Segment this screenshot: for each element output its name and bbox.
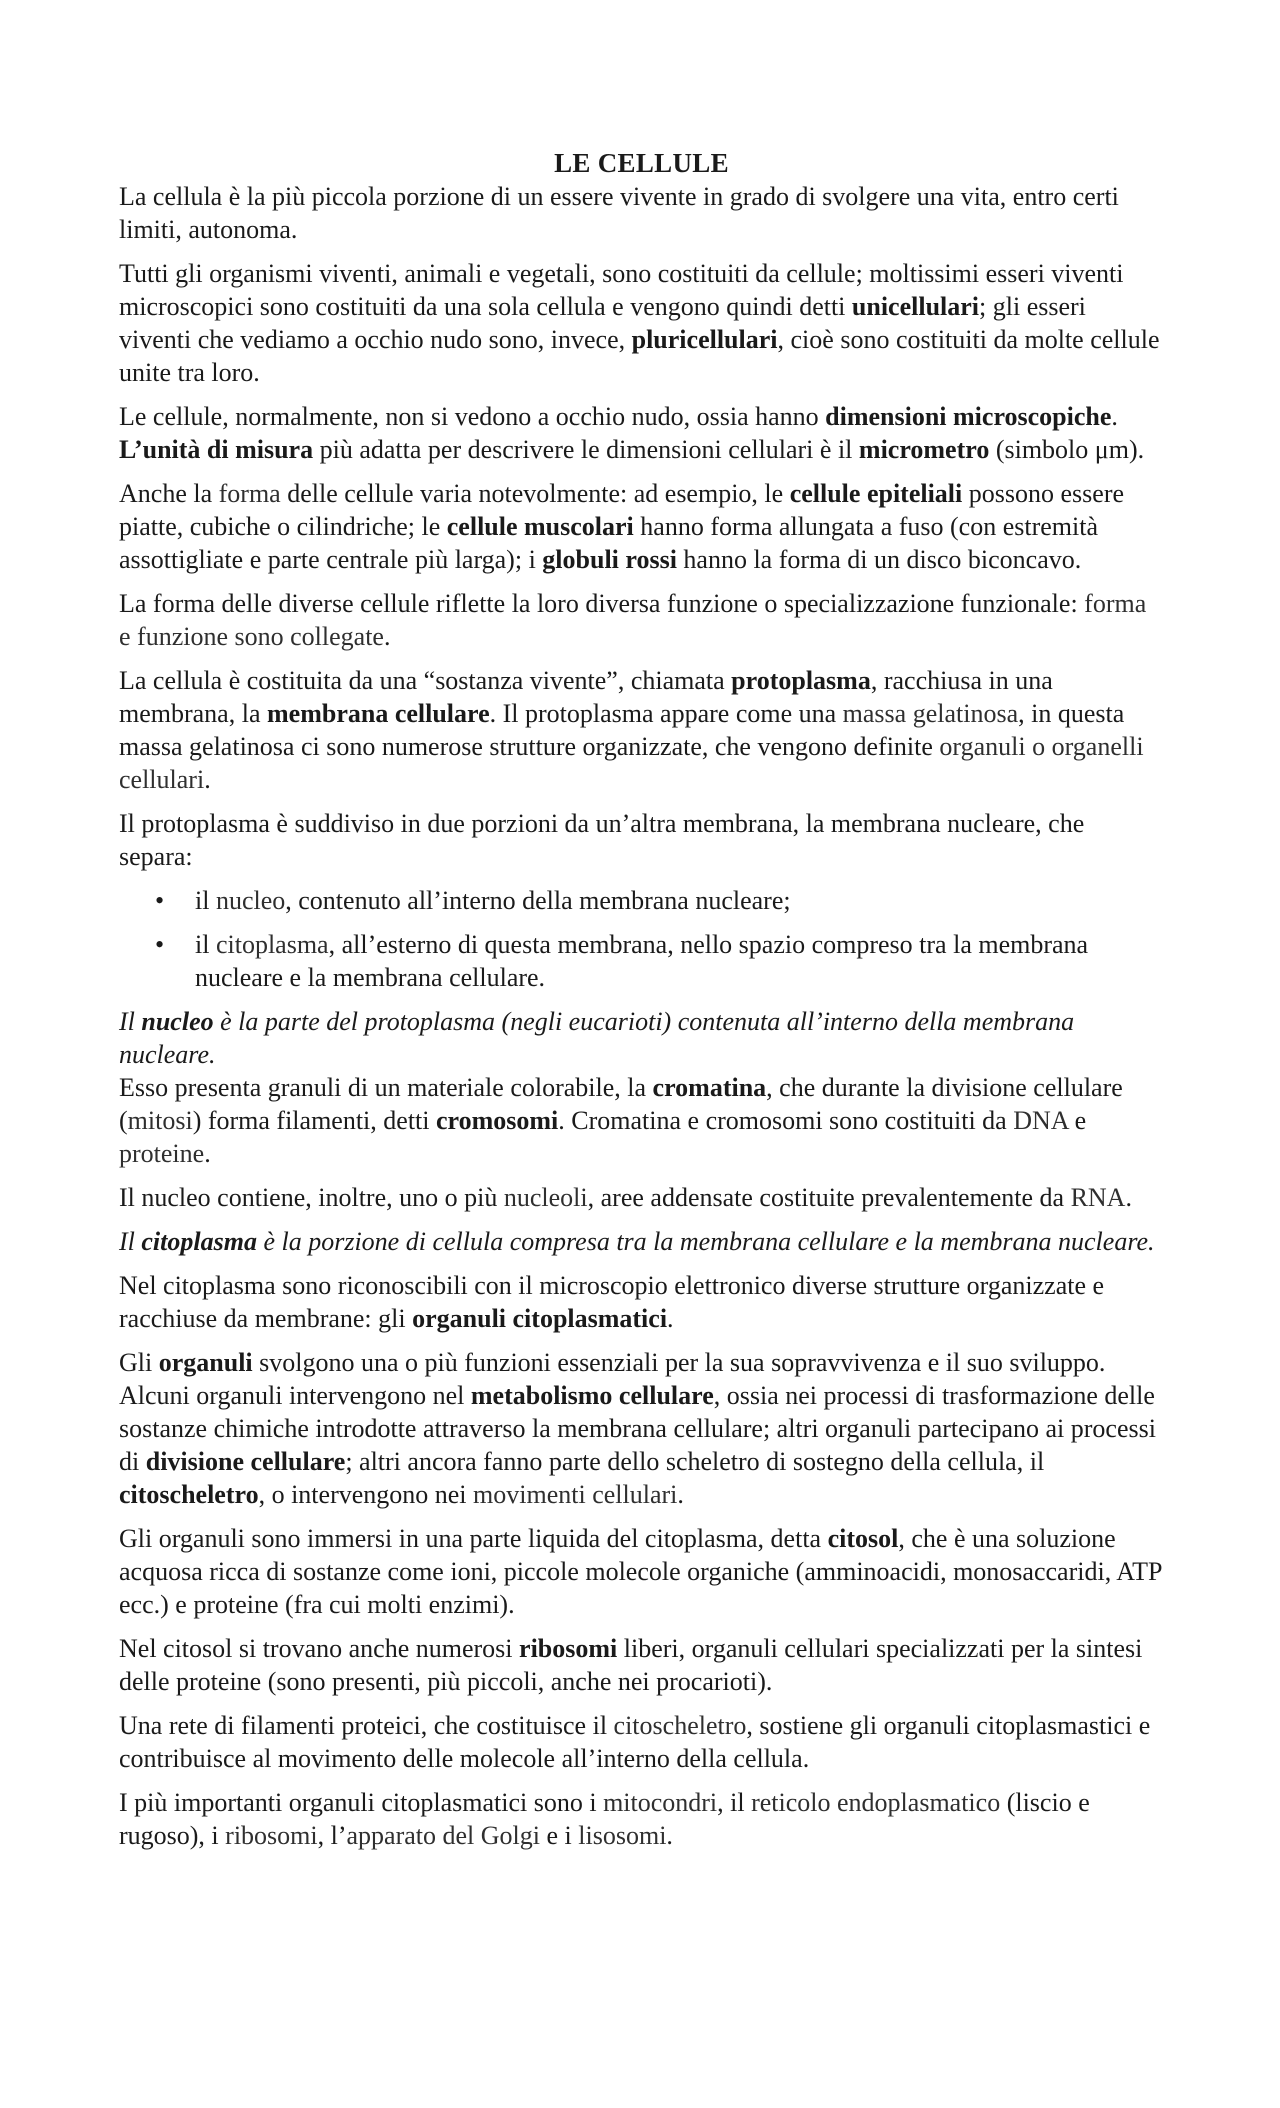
term-organuli-citoplasmatici: organuli citoplasmatici [412,1304,668,1333]
term-ribosomi: ribosomi [519,1634,618,1663]
term-massa-gelatinosa: massa gelatinosa [842,699,1019,728]
term-pluricellulari: pluricellulari [631,325,778,354]
term-cromatina: cromatina [652,1073,767,1102]
paragraph-definition: La cellula è la più piccola porzione di un essere vivente in grado di svolgere una vita, entro certi limiti, autonoma. [119,182,1119,244]
term-nucleo: nucleo [215,886,286,915]
term-mitosi: mitosi [127,1106,193,1135]
term-unicellulari: unicellulari [851,292,980,321]
paragraph-cytoskeleton: Una rete di filamenti proteici, che costituisce il citoscheletro, sostiene gli organuli citoplasmastici e contribuisce al movimento delle molecole all’interno della cellula. [119,1711,1151,1773]
term-protoplasma: protoplasma [731,666,871,695]
term-dna: DNA [1013,1106,1069,1135]
bullet-marker: • [155,886,165,915]
paragraph-organelles-functions: Gli organuli svolgono una o più funzioni essenziali per la sua sopravvivenza e il suo sviluppo. Alcuni organuli intervengono nel metabolismo cellulare, ossia nei processi di trasformazione delle sostanze chimiche introdotte attraverso la membrana cellulare; altri organuli partecipano ai processi di divisione cellulare; altri ancora fanno parte dello scheletro di sostegno della cellula, il citoscheletro, o intervengono nei movimenti cellulari. [119,1348,1156,1509]
term-rna: RNA [1070,1183,1126,1212]
paragraph-division: Il protoplasma è suddiviso in due porzioni da un’altra membrana, la membrana nucleare, che separa: [119,809,1085,871]
term-unita-di-misura: L’unità di misura [119,435,314,464]
term-organuli-bold: organuli [158,1348,253,1377]
term-movimenti-cellulari: movimenti cellulari [473,1480,678,1509]
term-proteine: proteine [119,1139,205,1168]
term-nucleoli: nucleoli [503,1183,588,1212]
term-citosol: citosol [827,1524,899,1553]
paragraph-organisms: Tutti gli organismi viventi, animali e vegetali, sono costituiti da cellule; moltissimi esseri viventi microscopici sono costituiti da una sola cellula e vengono quindi detti unicellulari; gli esseri viventi che vediamo a occhio nudo sono, invece, pluricellulari, cioè sono costituiti da molte cellule unite tra loro. [119,259,1160,387]
term-mitocondri: mitocondri [603,1788,718,1817]
paragraph-ribosomes: Nel citosol si trovano anche numerosi ribosomi liberi, organuli cellulari specializzati per la sintesi delle proteine (sono presenti, più piccoli, anche nei procarioti). [119,1634,1143,1696]
term-citoplasma: citoplasma [215,930,329,959]
paragraph-main-organelles: I più importanti organuli citoplasmatici sono i mitocondri, il reticolo endoplasmatico (liscio e rugoso), i ribosomi, l’apparato del Golgi e i lisosomi. [119,1788,1090,1850]
term-cellule-epiteliali: cellule epiteliali [789,479,963,508]
paragraph-nucleus-definition: Il nucleo è la parte del protoplasma (negli eucarioti) contenuta all’interno della membrana nucleare. [119,1007,1075,1069]
term-organuli: organuli o organelli cellulari [119,732,1144,794]
term-ribosomi-list: ribosomi [225,1821,318,1850]
paragraph-organelles-intro: Nel citoplasma sono riconoscibili con il microscopio elettronico diverse strutture organizzate e racchiuse da membrane: gli organuli citoplasmatici. [119,1271,1105,1333]
term-cromosomi: cromosomi [436,1106,559,1135]
term-micrometro: micrometro [858,435,990,464]
term-dimensioni-microscopiche: dimensioni microscopiche [825,402,1112,431]
term-globuli-rossi: globuli rossi [542,545,677,574]
page-title: LE CELLULE [554,148,729,178]
paragraph-form-function: La forma delle diverse cellule riflette la loro diversa funzione o specializzazione funzionale: forma e funzione sono collegate. [119,589,1147,651]
term-apparato-golgi: apparato del Golgi [346,1821,541,1850]
paragraph-cytoplasm-definition: Il citoplasma è la porzione di cellula compresa tra la membrana cellulare e la membrana nucleare. [119,1227,1155,1256]
term-lisosomi: lisosomi [578,1821,667,1850]
term-citoscheletro-bold: citoscheletro [119,1480,259,1509]
term-cellule-muscolari: cellule muscolari [446,512,634,541]
paragraph-chromatin: Esso presenta granuli di un materiale colorabile, la cromatina, che durante la divisione cellulare (mitosi) forma filamenti, detti cromosomi. Cromatina e cromosomi sono costituiti da DNA e proteine. [119,1073,1123,1168]
term-membrana-cellulare: membrana cellulare [267,699,490,728]
paragraph-cytosol: Gli organuli sono immersi in una parte liquida del citoplasma, detta citosol, che è una soluzione acquosa ricca di sostanze come ioni, piccole molecole organiche (amminoacidi, monosaccaridi, ATP ecc.) e proteine (fra cui molti enzimi). [119,1524,1162,1619]
term-citoscheletro: citoscheletro [613,1711,747,1740]
paragraph-shape: Anche la forma delle cellule varia notevolmente: ad esempio, le cellule epiteliali possono essere piatte, cubiche o cilindriche; le cellule muscolari hanno forma allungata a fuso (con estremità assottigliate e parte centrale più larga); i globuli rossi hanno la forma di un disco biconcavo. [119,479,1125,574]
list-item: • il nucleo, contenuto all’interno della membrana nucleare; [155,886,791,915]
term-nucleo-bold: nucleo [141,1007,214,1036]
phrase-forma-funzione: forma e funzione sono collegate [119,589,1147,651]
bullet-list [119,884,1164,994]
paragraph-dimensions: Le cellule, normalmente, non si vedono a occhio nudo, ossia hanno dimensioni microscopiche. L’unità di misura più adatta per descrivere le dimensioni cellulari è il micrometro (simbolo μm). [119,402,1145,464]
term-citoplasma-bold: citoplasma [141,1227,257,1256]
paragraph-protoplasm: La cellula è costituita da una “sostanza vivente”, chiamata protoplasma, racchiusa in una membrana, la membrana cellulare. Il protoplasma appare come una massa gelatinosa, in questa massa gelatinosa ci sono numerose strutture organizzate, che vengono definite organuli o organelli cellulari. [119,666,1144,794]
bullet-marker: • [155,930,165,959]
term-forma: forma [218,479,281,508]
term-divisione-cellulare: divisione cellulare [145,1447,346,1476]
list-item: • il citoplasma, all’esterno di questa membrana, nello spazio compreso tra la membrana nucleare e la membrana cellulare. [155,930,1089,992]
paragraph-nucleoli: Il nucleo contiene, inoltre, uno o più nucleoli, aree addensate costituite prevalentemente da RNA. [119,1183,1132,1212]
term-metabolismo-cellulare: metabolismo cellulare [470,1381,714,1410]
term-reticolo-endoplasmatico: reticolo endoplasmatico [751,1788,1001,1817]
